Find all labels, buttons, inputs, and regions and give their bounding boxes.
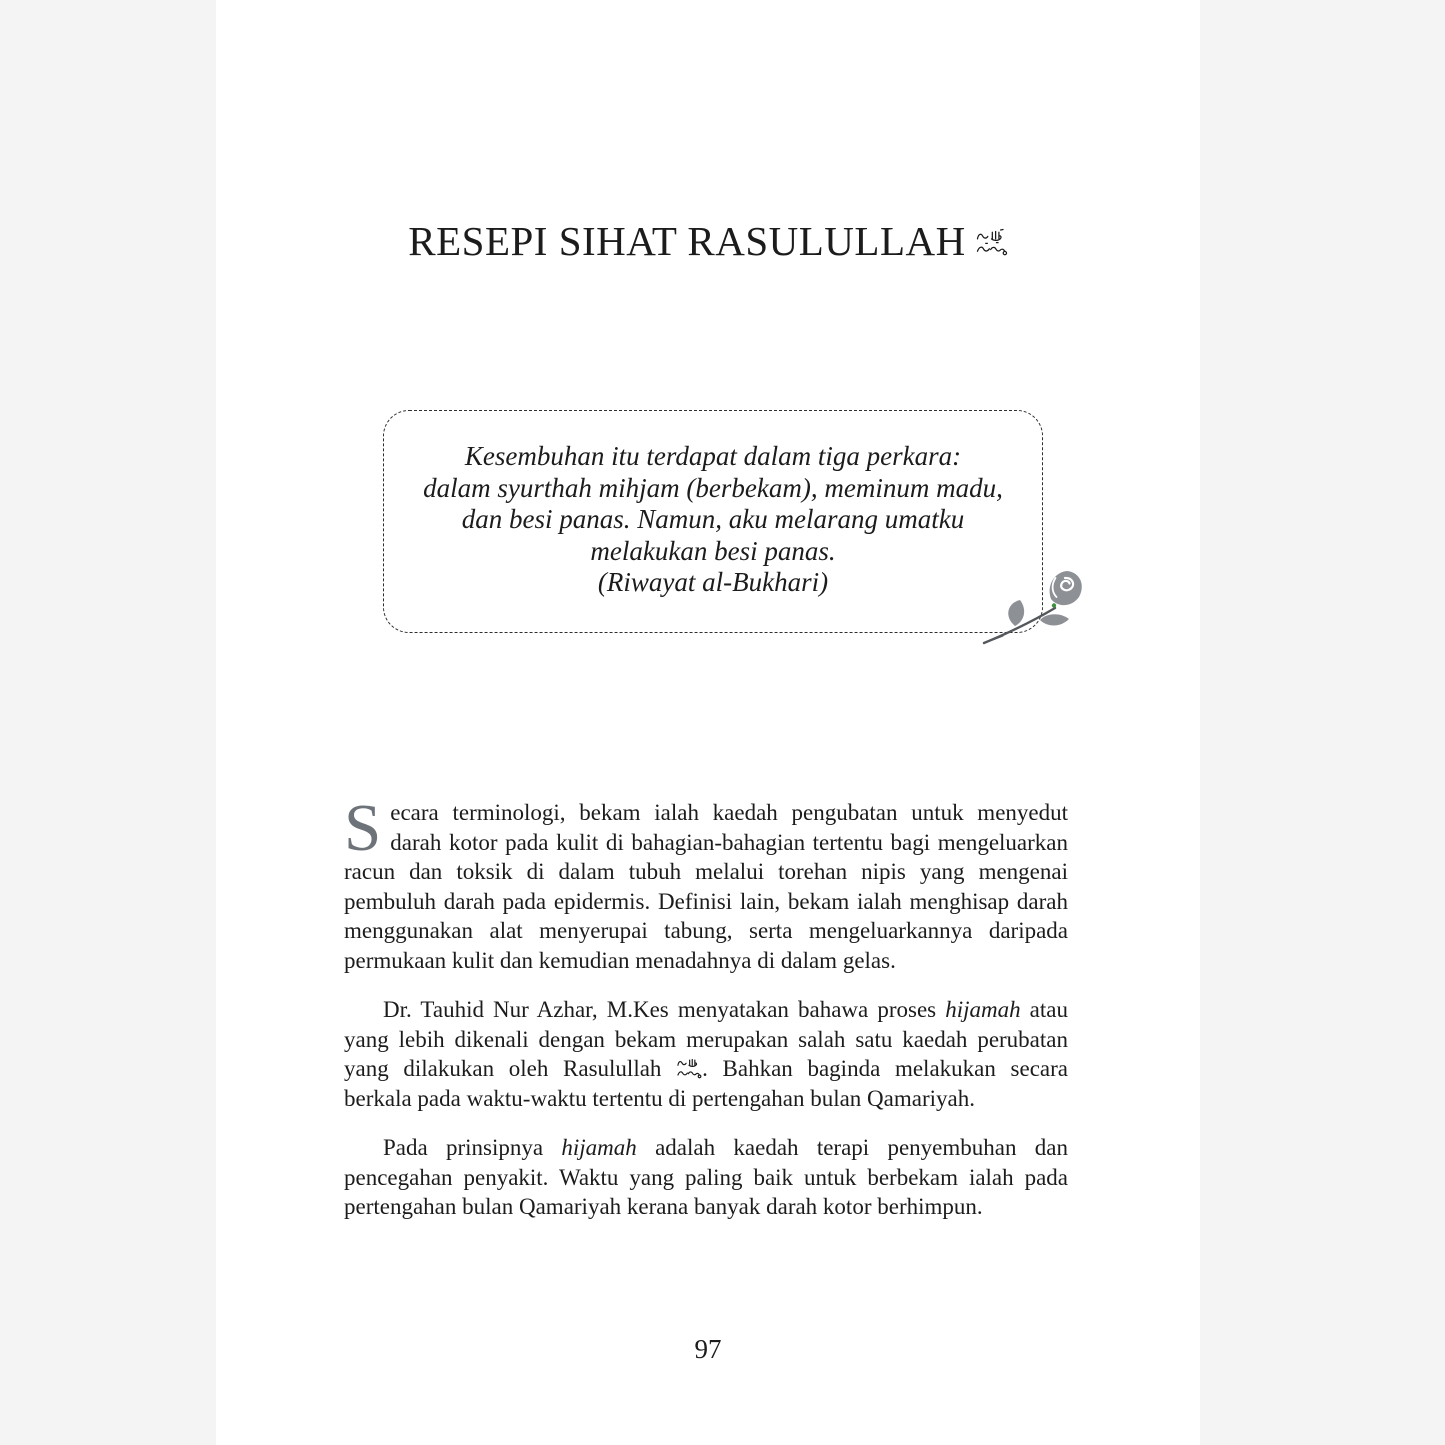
- quote-line: Kesembuhan itu terdapat dalam tiga perkara:: [464, 441, 962, 471]
- paragraph-text: atau yang lebih dikenali dengan bekam merupakan salah satu kaedah perubatan yang dilakukan oleh Rasulullah: [344, 997, 1068, 1081]
- chapter-title-text: RESEPI SIHAT RASULULLAH: [408, 218, 966, 264]
- italic-term: hijamah: [945, 997, 1021, 1022]
- paragraph-2: [344, 995, 1068, 1113]
- quote-line: dan besi panas. Namun, aku melarang umatku: [461, 504, 965, 534]
- paragraph-text: . Bahkan baginda melakukan secara berkala pada waktu-waktu tertentu di pertengahan bulan Qamariyah.: [344, 1056, 1068, 1111]
- dropcap-letter: S: [344, 791, 382, 865]
- paragraph-text: adalah kaedah terapi penyembuhan dan pencegahan penyakit. Waktu yang paling baik untuk berbekam ialah pada pertengahan bulan Qamariyah kerana banyak darah kotor berhimpun.: [344, 1135, 1068, 1219]
- book-page: [216, 0, 1200, 1445]
- chapter-title: [216, 218, 1200, 264]
- paragraph-text: ecara terminologi, bekam ialah kaedah pengubatan untuk menyedut darah kotor pada kulit di bahagian-bahagian tertentu bagi mengeluarkan racun dan toksik di dalam tubuh melalui torehan nipis yang mengenai pembuluh darah pada epidermis. Definisi lain, bekam ialah menghisap darah menggunakan alat menyerupai tabung, serta mengeluarkannya daripada permukaan kulit dan kemudian menadahnya di dalam gelas.: [344, 800, 1068, 973]
- rose-illustration-icon: [978, 563, 1084, 650]
- paragraph-text: Pada prinsipnya: [383, 1135, 562, 1160]
- quote-line: melakukan besi panas.: [590, 535, 836, 566]
- paragraph-3: [344, 1133, 1068, 1222]
- italic-term: hijamah: [561, 1135, 637, 1160]
- paragraph-text: Dr. Tauhid Nur Azhar, M.Kes menyatakan bahawa proses: [383, 997, 946, 1022]
- paragraph-1: [344, 791, 1068, 975]
- quote-attribution: (Riwayat al-Bukhari): [597, 567, 829, 597]
- pbuh-calligraphy-icon: [676, 1057, 702, 1080]
- body-text: [344, 791, 1068, 1222]
- quote-line: dalam syurthah mihjam (berbekam), meminum madu,: [423, 472, 1003, 503]
- pbuh-calligraphy-icon: [975, 228, 1008, 258]
- hadith-quote-box: [383, 410, 1043, 633]
- page-number: 97: [694, 1334, 722, 1364]
